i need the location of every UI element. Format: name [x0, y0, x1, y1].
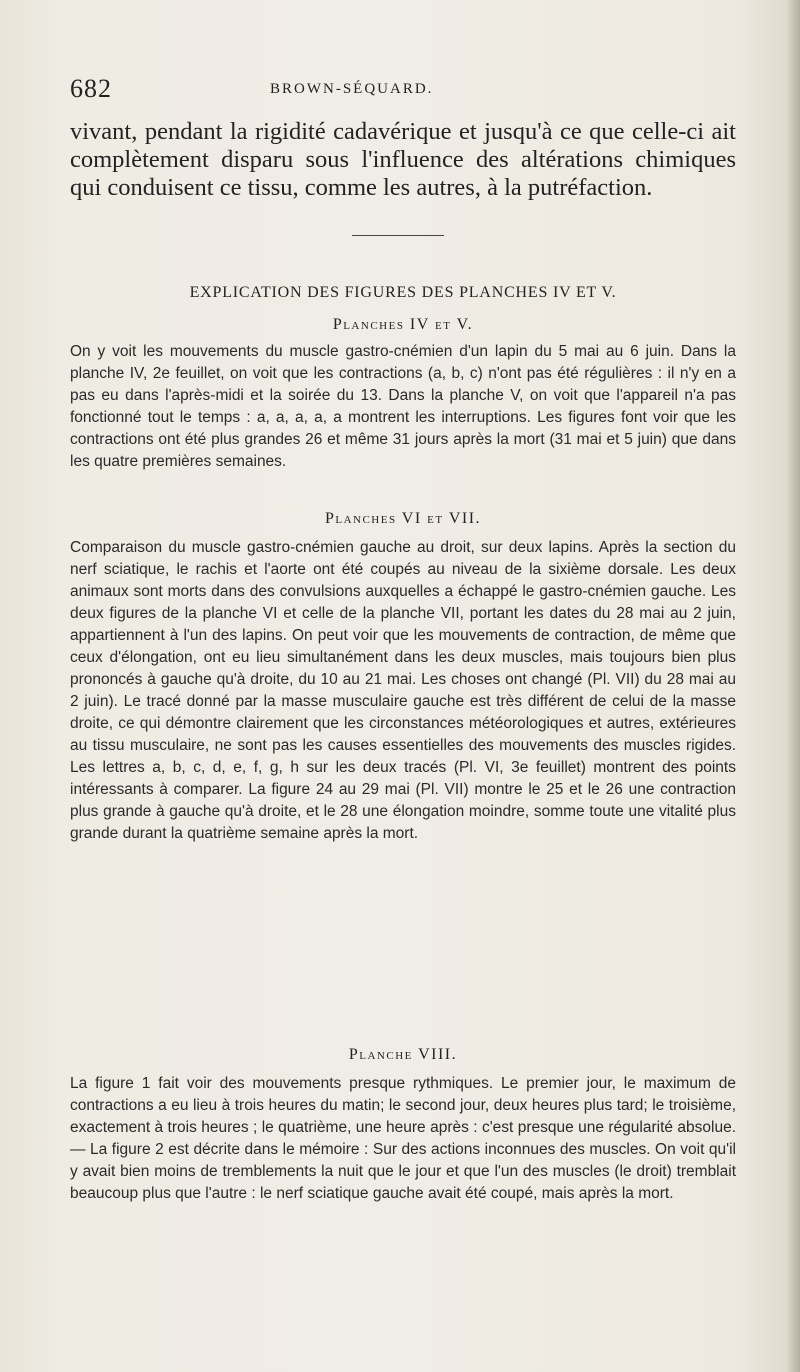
plates-vi-vii-heading: Planches VI et VII.	[324, 510, 482, 527]
section-divider	[352, 235, 444, 236]
plate-viii-heading: Planche VIII.	[348, 1046, 458, 1063]
running-head: BROWN-SÉQUARD.	[270, 81, 434, 97]
plates-iv-v-text: On y voit les mouvements du muscle gastro-cnémien d'un lapin du 5 mai au 6 juin. Dans la planche IV, 2e feuillet, on voit que les contractions (a, b, c) n'ont pas été régulières : il n'y en a pas eu dans l'après-midi et la soirée du 13. Dans la planche V, on voit que l'appareil n'a pas fonctionné tout le temps : a, a, a, a, a montrent les interruptions. Les figures font voir que les contractions ont été plus grandes 26 et même 31 jours après la mort (31 mai et 5 juin) que dans les quatre premières semaines.	[70, 343, 736, 470]
page-edge-shadow	[786, 0, 800, 1372]
page-header	[70, 74, 730, 106]
section-title: EXPLICATION DES FIGURES DES PLANCHES IV ET V.	[189, 284, 617, 301]
plates-vi-vii-text: Comparaison du muscle gastro-cnémien gauche au droit, sur deux lapins. Après la section du nerf sciatique, le rachis et l'aorte ont été coupés au niveau de la sixième dorsale. Les deux animaux sont morts dans des convulsions auxquelles a échappé le gastro-cnémien gauche. Les deux figures de la planche VI et celle de la planche VII, portant les dates du 28 mai au 2 juin, appartiennent à l'un des lapins. On peut voir que les mouvements de contraction, de même que ceux d'élongation, ont eu lieu simultanément dans les deux muscles, mais toujours bien plus prononcés à gauche qu'à droite, du 10 au 21 mai. Les choses ont changé (Pl. VII) du 28 mai au 2 juin). Le tracé donné par la masse musculaire gauche est très différent de celui de la masse droite, ce qui démontre clairement que les circonstances météorologiques et autres, extérieures au tissu musculaire, ne sont pas les causes essentielles des mouvements des muscles rigides. Les lettres a, b, c, d, e, f, g, h sur les deux tracés (Pl. VI, 3e feuillet) montrent des points intéressants à comparer. La figure 24 au 29 mai (Pl. VII) montre le 25 et le 26 une contraction plus grande à gauche qu'à droite, et le 28 une élongation moindre, somme toute une vitalité plus grande durant la quatrième semaine après la mort.	[70, 539, 736, 842]
plates-iv-v-heading: Planches IV et V.	[332, 316, 474, 333]
page-number: 682	[70, 74, 112, 103]
plate-viii-text: La figure 1 fait voir des mouvements presque rythmiques. Le premier jour, le maximum de contractions a eu lieu à trois heures du matin; le second jour, deux heures plus tard; le troisième, exactement à trois heures ; le quatrième, une heure après : c'est presque une régularité absolue. — La figure 2 est décrite dans le mémoire : Sur des actions inconnues des muscles. On voit qu'il y avait bien moins de tremblements la nuit que le jour et que l'un des muscles (le droit) tremblait beaucoup plus que l'autre : le nerf sciatique gauche avait été coupé, mais après la mort.	[70, 1075, 736, 1202]
lead-paragraph: vivant, pendant la rigidité cadavérique et jusqu'à ce que celle-ci ait complètement disparu sous l'influence des altérations chimiques qui conduisent ce tissu, comme les autres, à la putréfaction.	[70, 118, 736, 201]
